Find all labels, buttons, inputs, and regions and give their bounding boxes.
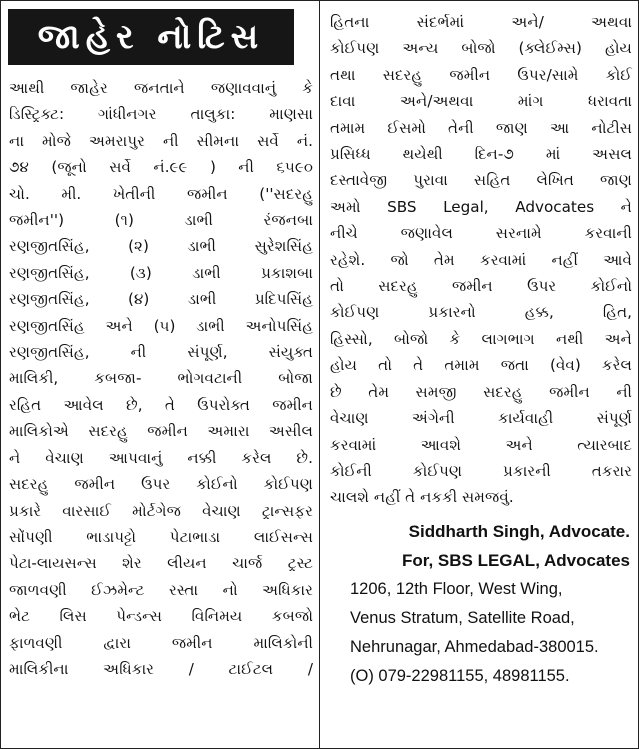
- text-line: ડિસ્ટ્રિક્ટ: ગાંધીનગર તાલુકા: માણસા: [9, 105, 313, 124]
- text-line: ૭૪ (જૂનો સર્વે નં.૯૯ ) ની ૬૫૯૦: [9, 158, 313, 177]
- text-line: ચો. મી. ખેતીની જમીન (''સદરહુ: [9, 184, 313, 203]
- text-line: ભેટ લિસ પેન્ડન્સ વિનિમય કબજો: [9, 607, 313, 626]
- office-phone: (O) 079-22981155, 48981155.: [350, 666, 570, 685]
- address-line: Venus Stratum, Satellite Road,: [350, 608, 575, 627]
- text-line: ના મોજે અમરાપુર ની સીમના સર્વે નં.: [9, 131, 313, 150]
- text-line: માલિકી, કબજા- ભોગવટાની બોજા: [9, 369, 313, 388]
- text-line: રહિત આવેલ છે, તે ઉપરોક્ત જમીન: [9, 395, 313, 414]
- text-line: પેટા-લાયસન્સ શેર લીયન ચાર્જ ટ્રસ્ટ: [9, 554, 313, 573]
- left-paragraph: [1, 75, 319, 682]
- text-line: અમો SBS Legal, Advocates ને: [330, 197, 632, 216]
- text-line: માલિકીના અધિકાર / ટાઈટલ /: [9, 659, 313, 678]
- text-line: રહેશે. જો તેમ કરવામાં નહીં આવે: [330, 250, 632, 269]
- notice-title: જાહેર નોટિસ: [8, 9, 294, 65]
- text-line: ને વેચાણ આપવાનું નક્કી કરેલ છે.: [9, 448, 313, 467]
- text-line: તમામ ઈસમો તેની જાણ આ નોટીસ: [330, 118, 632, 137]
- text-line: પ્રસિધ્ધ થયેથી દિન-૭ માં અસલ: [330, 145, 632, 164]
- right-column: [320, 1, 638, 691]
- text-line: જમીન'') (૧) ડાભી રંજનબા: [9, 211, 313, 230]
- text-line: છે તેમ સમજી સદરહુ જમીન ની: [330, 382, 632, 401]
- text-line: કોઈપણ પ્રકારનો હક્ક, હિત,: [330, 303, 632, 322]
- text-line: હોય તો તે તમામ જતા (વેવ) કરેલ: [330, 356, 632, 375]
- text-line: માલિકોએ સદરહુ જમીન અમારા અસીલ: [9, 422, 313, 441]
- right-paragraph: [320, 1, 638, 511]
- text-line: નીચે જણાવેલ સરનામે કરવાની: [330, 224, 632, 243]
- text-line: વેચાણ અંગેની કાર્યવાહી સંપૂર્ણ: [330, 409, 632, 428]
- text-line: રણજીતસિંહ, (૩) ડાભી પ્રકાશબા: [9, 263, 313, 282]
- text-line: તો સદરહુ જમીન ઉપર કોઈનો: [330, 277, 632, 296]
- text-line: કોઈપણ અન્ય બોજો (ક્લેઈમ્સ) હોય: [330, 39, 632, 58]
- text-line: દસ્તાવેજી પુરાવા સહિત લેખિત જાણ: [330, 171, 632, 190]
- text-line: રણજીતસિંહ, ની સંપૂર્ણ, સંયુક્ત: [9, 343, 313, 362]
- text-line: સોંપણી ભાડાપટ્ટો પેટાભાડા લાઈસન્સ: [9, 527, 313, 546]
- text-line: તથા સદરહુ જમીન ઉપર/સામે કોઈ: [330, 65, 632, 84]
- text-line: રણજીતસિંહ અને (૫) ડાભી અનોપસિંહ: [9, 316, 313, 335]
- text-line: દાવા અને/અથવા માંગ ધરાવતા: [330, 92, 632, 111]
- text-line: રણજીતસિંહ, (૪) ડાભી પ્રદિપસિંહ: [9, 290, 313, 309]
- address-line: Nehrunagar, Ahmedabad-380015.: [350, 637, 599, 656]
- text-line: રણજીતસિંહ, (૨) ડાભી સુરેશસિંહ: [9, 237, 313, 256]
- text-line: આથી જાહેર જનતાને જણાવવાનું કે: [9, 79, 313, 97]
- text-line: ફાળવણી દ્વારા જમીન માલિકોની: [9, 633, 313, 652]
- text-line: જાળવણી ઈઝમેન્ટ રસ્તા નો અધિકાર: [9, 580, 313, 599]
- text-line: હિતના સંદર્ભમાં અને/ અથવા: [330, 13, 632, 31]
- address-line: 1206, 12th Floor, West Wing,: [350, 579, 563, 598]
- firm-name: For, SBS LEGAL, Advocates: [402, 550, 630, 570]
- signatory-name: Siddharth Singh, Advocate.: [408, 521, 630, 541]
- text-line: સદરહુ જમીન ઉપર કોઈનો કોઈપણ: [9, 475, 313, 494]
- text-line: કરવામાં આવશે અને ત્યારબાદ: [330, 435, 632, 454]
- text-line: કોઈની કોઈપણ પ્રકારની તકરાર: [330, 461, 632, 480]
- text-line: ચાલશે નહીં તે નકકી સમજવું.: [330, 488, 514, 507]
- text-line: પ્રકારે વારસાઈ મોર્ટગેજ વેચાણ ટ્રાન્સફર: [9, 501, 313, 520]
- text-line: હિસ્સો, બોજો કે લાગભાગ નથી અને: [330, 329, 632, 348]
- left-column: [1, 1, 319, 682]
